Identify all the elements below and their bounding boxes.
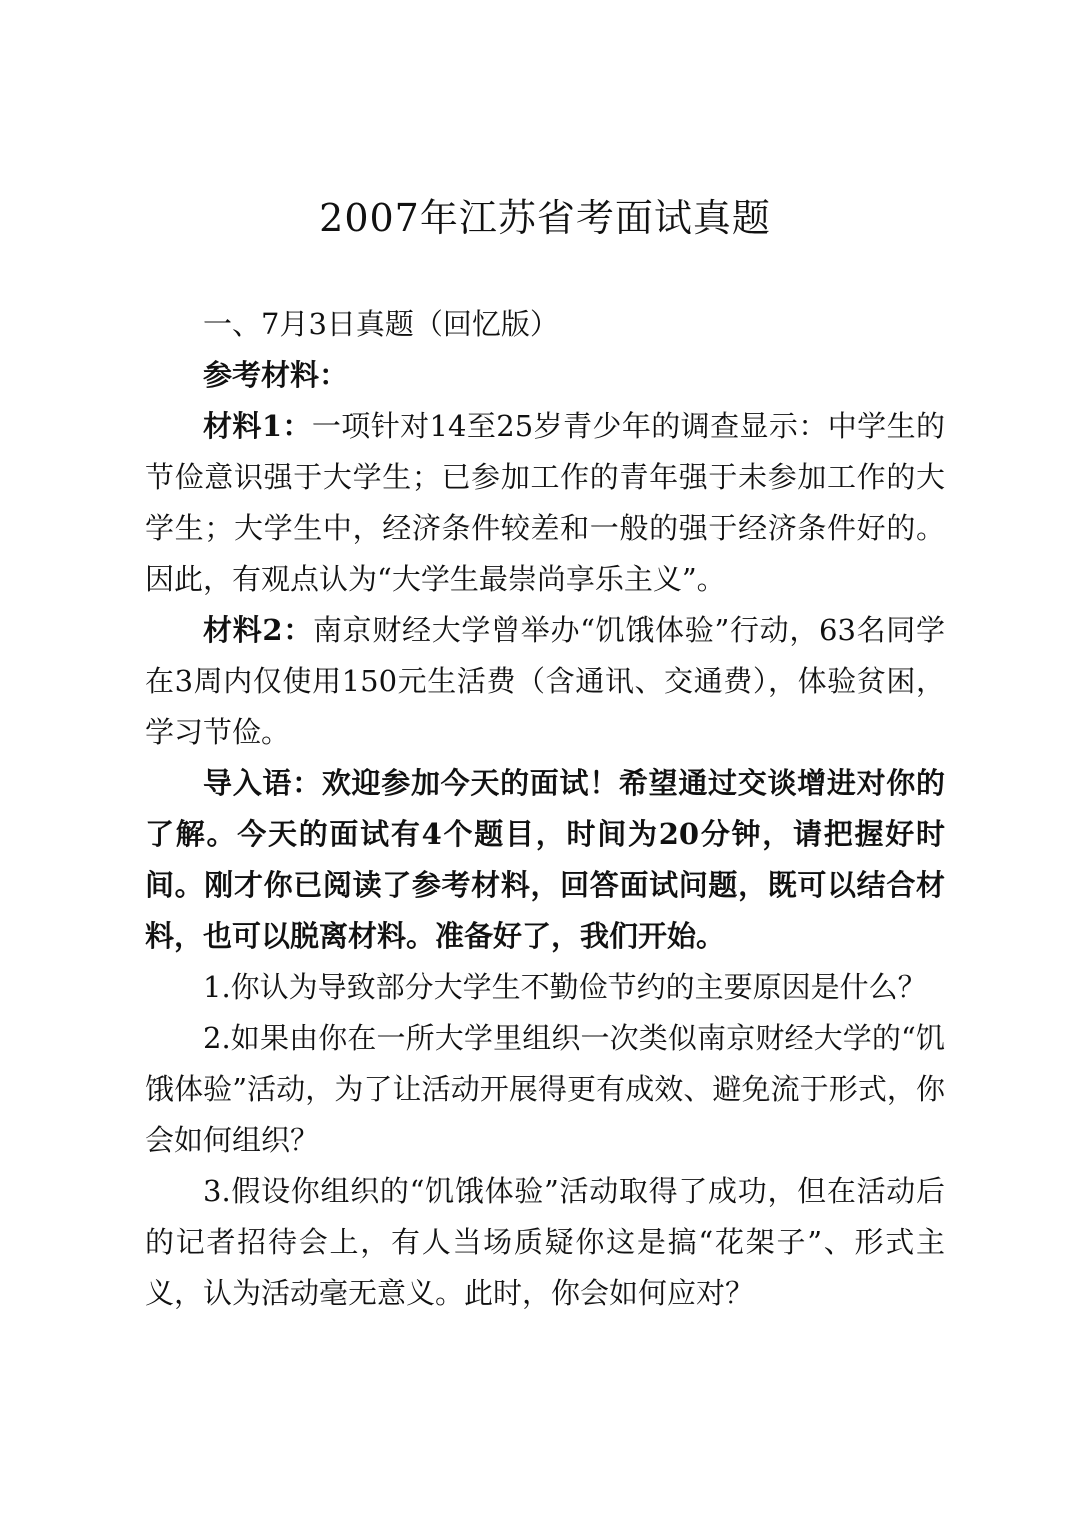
document-title: 2007年江苏省考面试真题 (319, 196, 771, 240)
material-2-label: 材料2： (203, 613, 313, 647)
material-2-text: 南京财经大学曾举办“饥饿体验”行动，63名同学在3周内仅使用150元生活费（含通讯、交通费），体验贫困，学习节俭。 (145, 613, 945, 749)
material-1-text: 一项针对14至25岁青少年的调查显示：中学生的节俭意识强于大学生；已参加工作的青年强于未参加工作的大学生；大学生中，经济条件较差和一般的强于经济条件好的。因此，有观点认为“大学生最崇尚享乐主义”。 (145, 409, 945, 596)
question-1: 1.你认为导致部分大学生不勤俭节约的主要原因是什么？ (203, 970, 927, 1004)
material-1-paragraph (145, 401, 945, 605)
document-body (145, 299, 945, 1319)
reference-label: 参考材料： (203, 358, 349, 392)
material-1-label: 材料1： (203, 409, 312, 443)
intro-paragraph: 导入语：欢迎参加今天的面试！希望通过交谈增进对你的了解。今天的面试有4个题目，时间为20分钟，请把握好时间。刚才你已阅读了参考材料，回答面试问题，既可以结合材料，也可以脱离材料。准备好了，我们开始。 (145, 766, 945, 953)
question-2: 2.如果由你在一所大学里组织一次类似南京财经大学的“饥饿体验”活动，为了让活动开展得更有成效、避免流于形式，你会如何组织？ (145, 1021, 945, 1157)
material-2-paragraph (145, 605, 945, 758)
question-3: 3.假设你组织的“饥饿体验”活动取得了成功，但在活动后的记者招待会上，有人当场质疑你这是搞“花架子”、形式主义，认为活动毫无意义。此时，你会如何应对？ (145, 1174, 945, 1310)
section-heading: 一、7月3日真题（回忆版） (203, 307, 559, 341)
